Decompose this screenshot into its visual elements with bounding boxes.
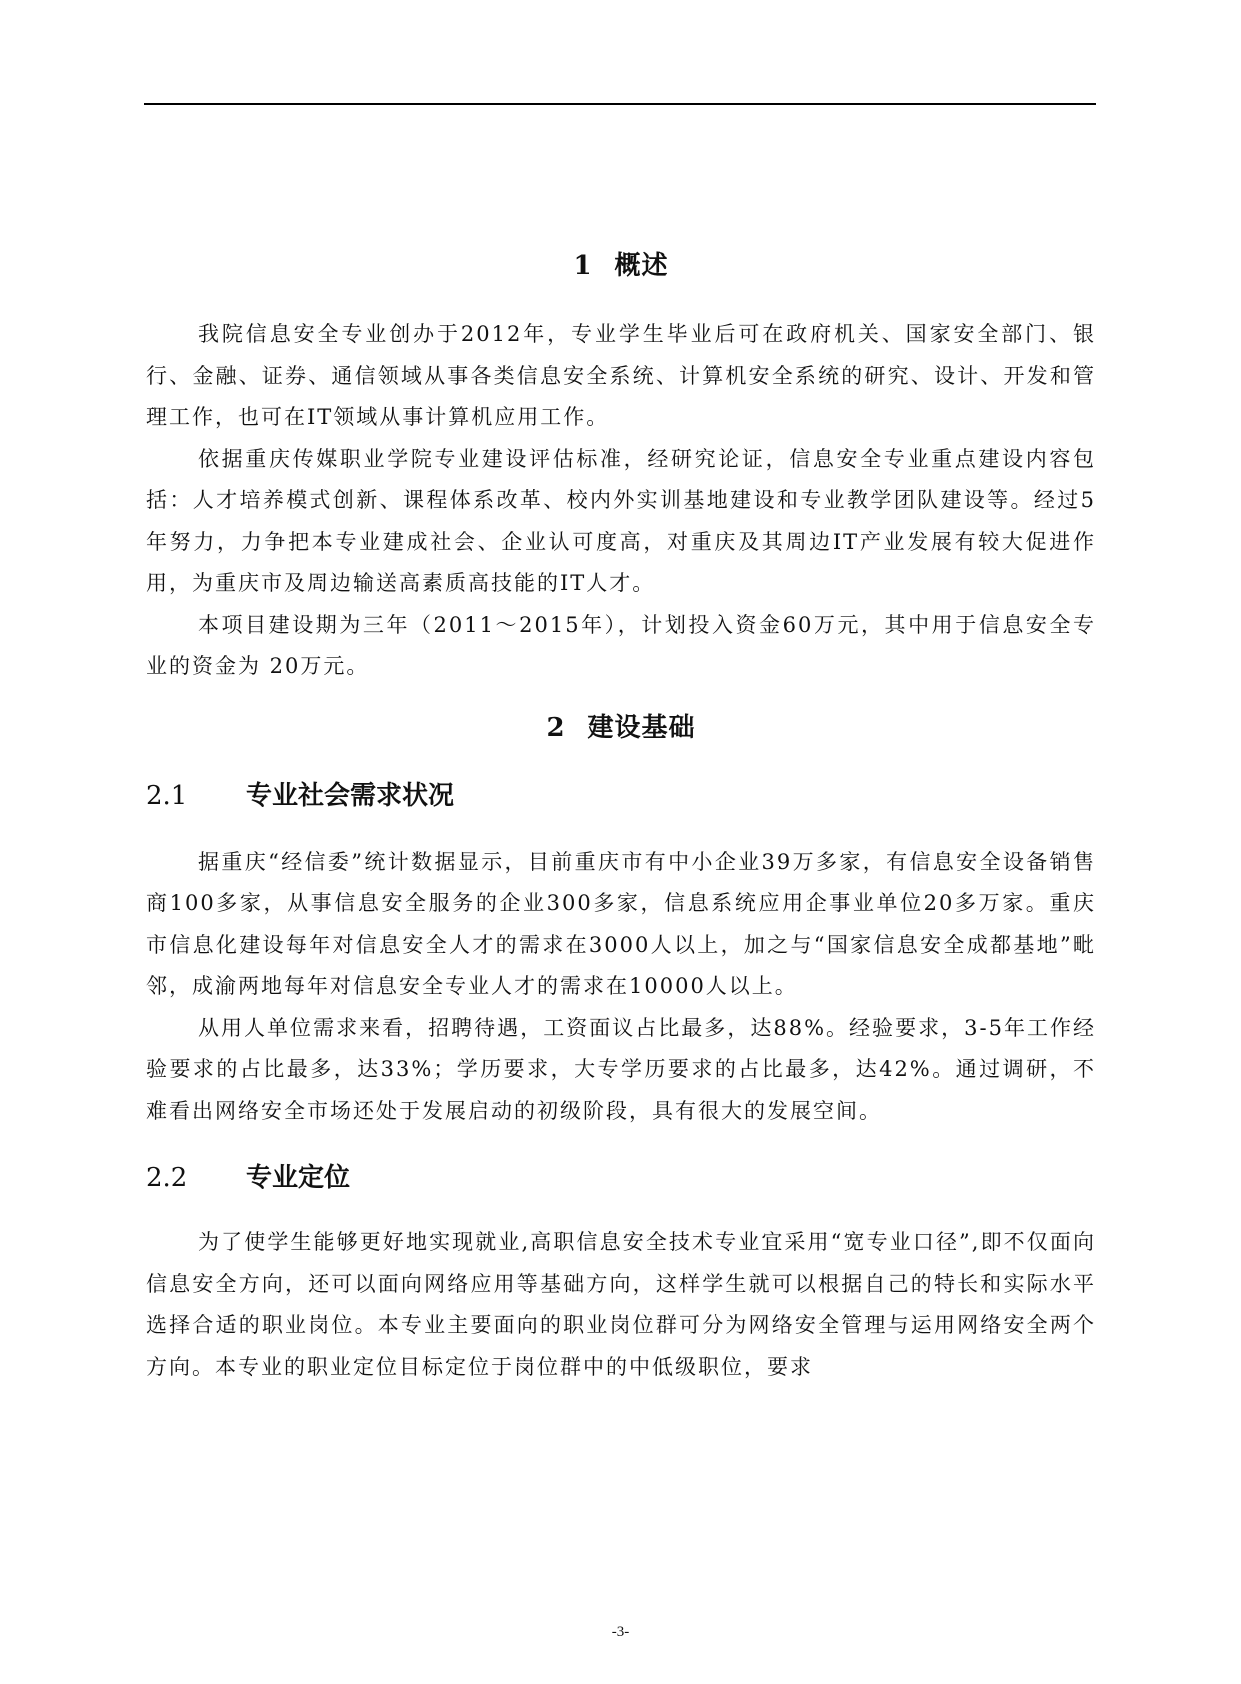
- chapter-title: 概述: [614, 251, 669, 281]
- chapter-title: 建设基础: [587, 712, 696, 743]
- section-number: 2.1: [146, 780, 188, 811]
- section-title: 专业社会需求状况: [246, 780, 455, 811]
- paragraph: 据重庆“经信委”统计数据显示，目前重庆市有中小企业39万多家，有信息安全设备销售商100多家，从事信息安全服务的企业300多家，信息系统应用企事业单位20多万家。重庆市信息化建设每年对信息安全人才的需求在3000人以上，加之与“国家信息安全成都基地”毗邻，成渝两地每年对信息安全专业人才的需求在10000人以上。: [146, 849, 1096, 998]
- paragraph: 为了使学生能够更好地实现就业,高职信息安全技术专业宜采用“宽专业口径”,即不仅面向信息安全方向，还可以面向网络应用等基础方向，这样学生就可以根据自己的特长和实际水平选择合适的职业岗位。本专业主要面向的职业岗位群可分为网络安全管理与运用网络安全两个方向。本专业的职业定位目标定位于岗位群中的中低级职位，要求: [146, 1230, 1096, 1379]
- chapter-2-heading: [146, 708, 1096, 748]
- paragraph: 从用人单位需求来看，招聘待遇，工资面议占比最多，达88%。经验要求，3-5年工作经验要求的占比最多，达33%；学历要求，大专学历要求的占比最多，达42%。通过调研，不难看出网络安全市场还处于发展启动的初级阶段，具有很大的发展空间。: [146, 1015, 1096, 1123]
- section-title: 专业定位: [246, 1163, 351, 1193]
- page-number: -3-: [611, 1624, 630, 1640]
- header-rule: [144, 103, 1096, 105]
- section-number: 2.2: [146, 1163, 188, 1193]
- paragraph: 本项目建设期为三年（2011～2015年），计划投入资金60万元，其中用于信息安全专业的资金为 20万元。: [146, 612, 1096, 678]
- chapter-number: 2: [546, 712, 566, 743]
- paragraph: 依据重庆传媒职业学院专业建设评估标准，经研究论证，信息安全专业重点建设内容包括：人才培养模式创新、课程体系改革、校内外实训基地建设和专业教学团队建设等。经过5年努力，力争把本专业建成社会、企业认可度高，对重庆及其周边IT产业发展有较大促进作用，为重庆市及周边输送高素质高技能的IT人才。: [146, 446, 1096, 595]
- page-content: [146, 246, 1096, 1388]
- section-2-2-heading: [146, 1156, 1096, 1200]
- chapter-number: 1: [573, 251, 593, 281]
- paragraph: 我院信息安全专业创办于2012年，专业学生毕业后可在政府机关、国家安全部门、银行、金融、证券、通信领域从事各类信息安全系统、计算机安全系统的研究、设计、开发和管理工作，也可在IT领域从事计算机应用工作。: [146, 322, 1096, 429]
- section-2-1-heading: [146, 774, 1096, 818]
- chapter-1-heading: [146, 246, 1096, 286]
